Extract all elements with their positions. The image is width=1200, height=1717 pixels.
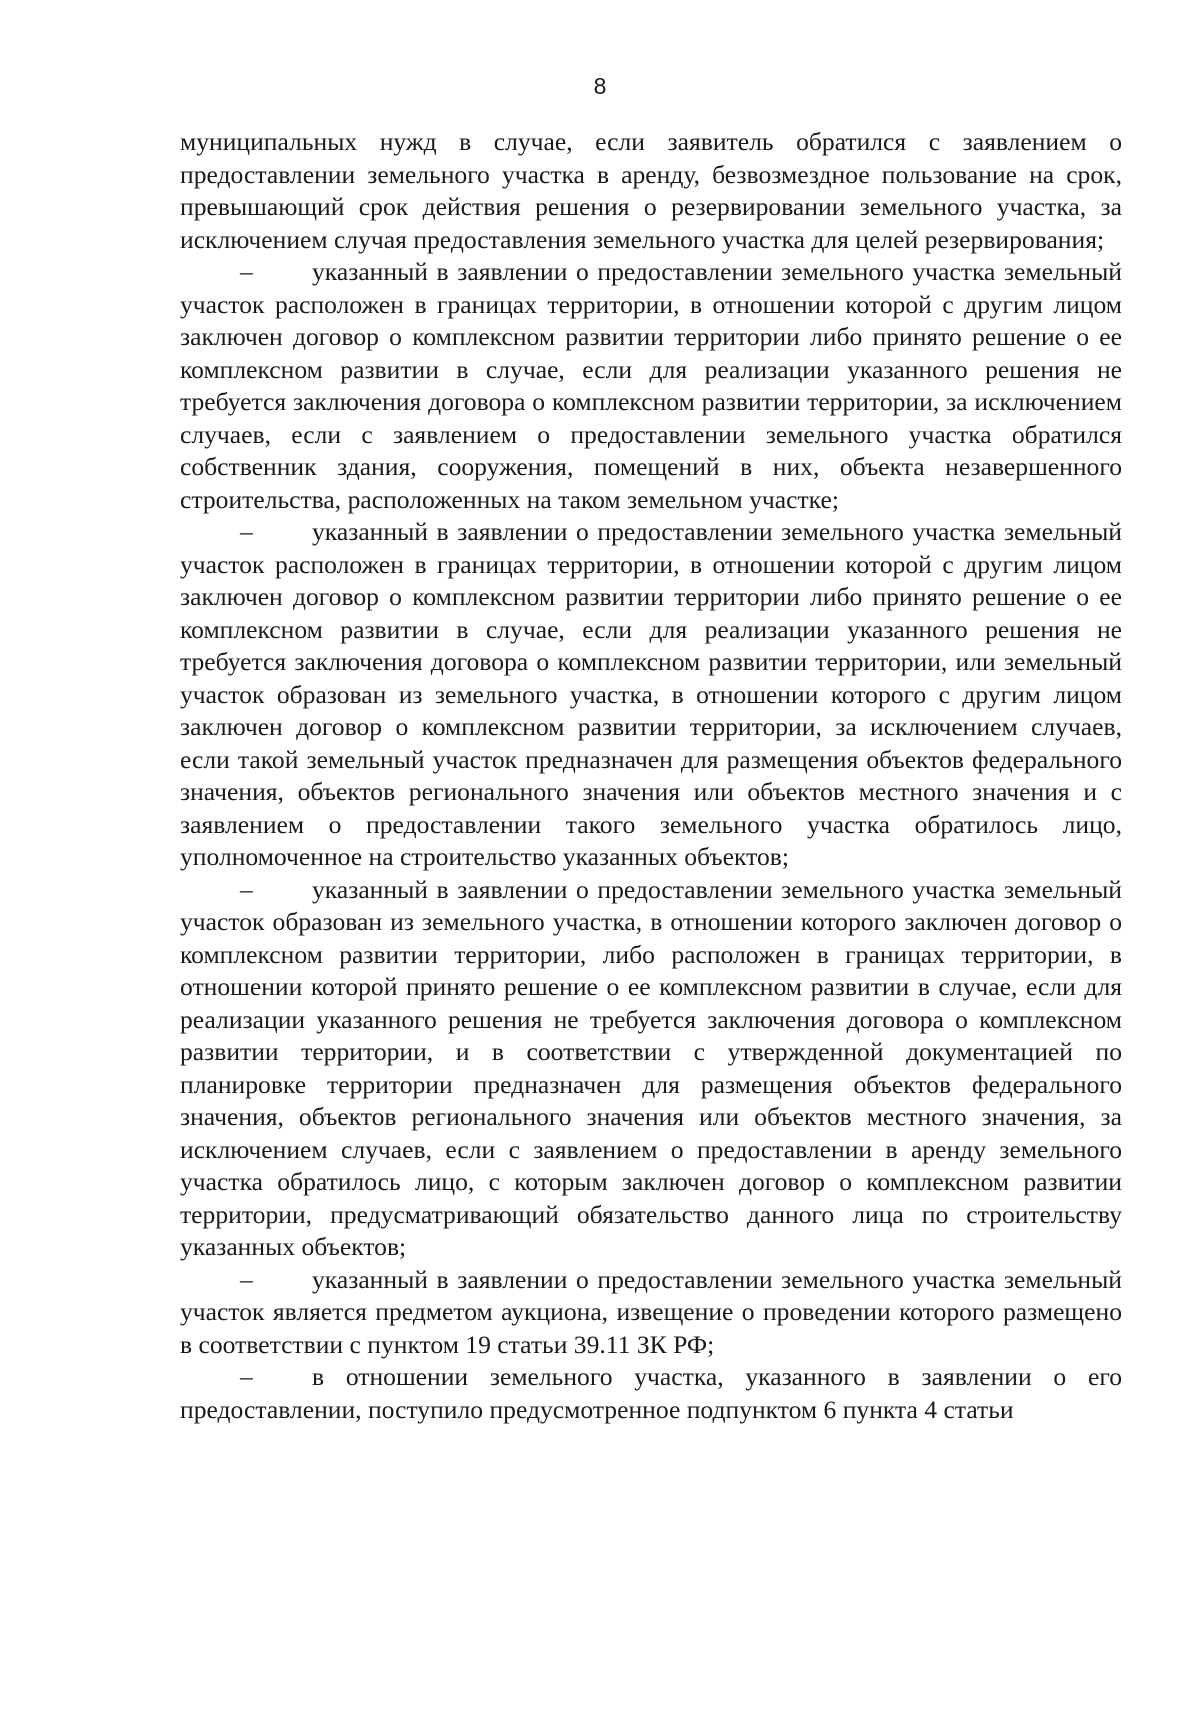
dash-marker: – xyxy=(240,1264,253,1294)
list-item xyxy=(180,874,1122,1264)
dash-marker: – xyxy=(240,517,253,546)
list-item-text: указанный в заявлении о предоставлении земельного участка земельный участок расположен в границах территории, в отношении которой с другим лицом заключен договор о комплексном развитии территории либо принято решение о ее комплексном развитии в случае, если для реализации указанного решения не требуется заключения договора о комплексном развитии территории, или земельный участок образован из земельного участка, в отношении которого с другим лицом заключен договор о комплексном развитии территории, за исключением случаев, если такой земельный участок предназначен для размещения объектов федерального значения, объектов регионального значения или объектов местного значения и с заявлением о предоставлении такого земельного участка обратилось лицо, уполномоченное на строительство указанных объектов; xyxy=(180,517,1122,871)
dash-marker: – xyxy=(240,257,253,286)
list-item xyxy=(180,256,1122,516)
list-item-text: указанный в заявлении о предоставлении земельного участка земельный участок является предметом аукциона, извещение о проведении которого размещено в соответствии с пунктом 19 статьи 39.11 ЗК РФ; xyxy=(180,1264,1122,1359)
dash-marker: – xyxy=(240,1362,253,1391)
list-item-text: в отношении земельного участка, указанного в заявлении о его предоставлении, поступило предусмотренное подпунктом 6 пункта 4 статьи xyxy=(180,1362,1122,1424)
paragraph-continuation xyxy=(180,126,1122,256)
page-number: 8 xyxy=(593,73,607,99)
document-body xyxy=(180,126,1122,1426)
list-item xyxy=(180,1361,1122,1426)
list-item xyxy=(180,516,1122,874)
paragraph-text: муниципальных нужд в случае, если заявитель обратился с заявлением о предоставлении земельного участка в аренду, безвозмездное пользование на срок, превышающий срок действия решения о резервировании земельного участка, за исключением случая предоставления земельного участка для целей резервирования; xyxy=(180,127,1122,254)
list-item-text: указанный в заявлении о предоставлении земельного участка земельный участок образован из земельного участка, в отношении которого заключен договор о комплексном развитии территории, либо расположен в границах территории, в отношении которой принято решение о ее комплексном развитии в случае, если для реализации указанного решения не требуется заключения договора о комплексном развитии территории, и в соответствии с утвержденной документацией по планировке территории предназначен для размещения объектов федерального значения, объектов регионального значения или объектов местного значения, за исключением случаев, если с заявлением о предоставлении в аренду земельного участка обратилось лицо, с которым заключен договор о комплексном развитии территории, предусматривающий обязательство данного лица по строительству указанных объектов; xyxy=(180,874,1122,1261)
list-item xyxy=(180,1264,1122,1362)
list-item-text: указанный в заявлении о предоставлении земельного участка земельный участок расположен в границах территории, в отношении которой с другим лицом заключен договор о комплексном развитии территории либо принято решение о ее комплексном развитии в случае, если для реализации указанного решения не требуется заключения договора о комплексном развитии территории, за исключением случаев, если с заявлением о предоставлении земельного участка обратился собственник здания, сооружения, помещений в них, объекта незавершенного строительства, расположенных на таком земельном участке; xyxy=(180,257,1122,514)
dash-marker: – xyxy=(240,874,253,904)
